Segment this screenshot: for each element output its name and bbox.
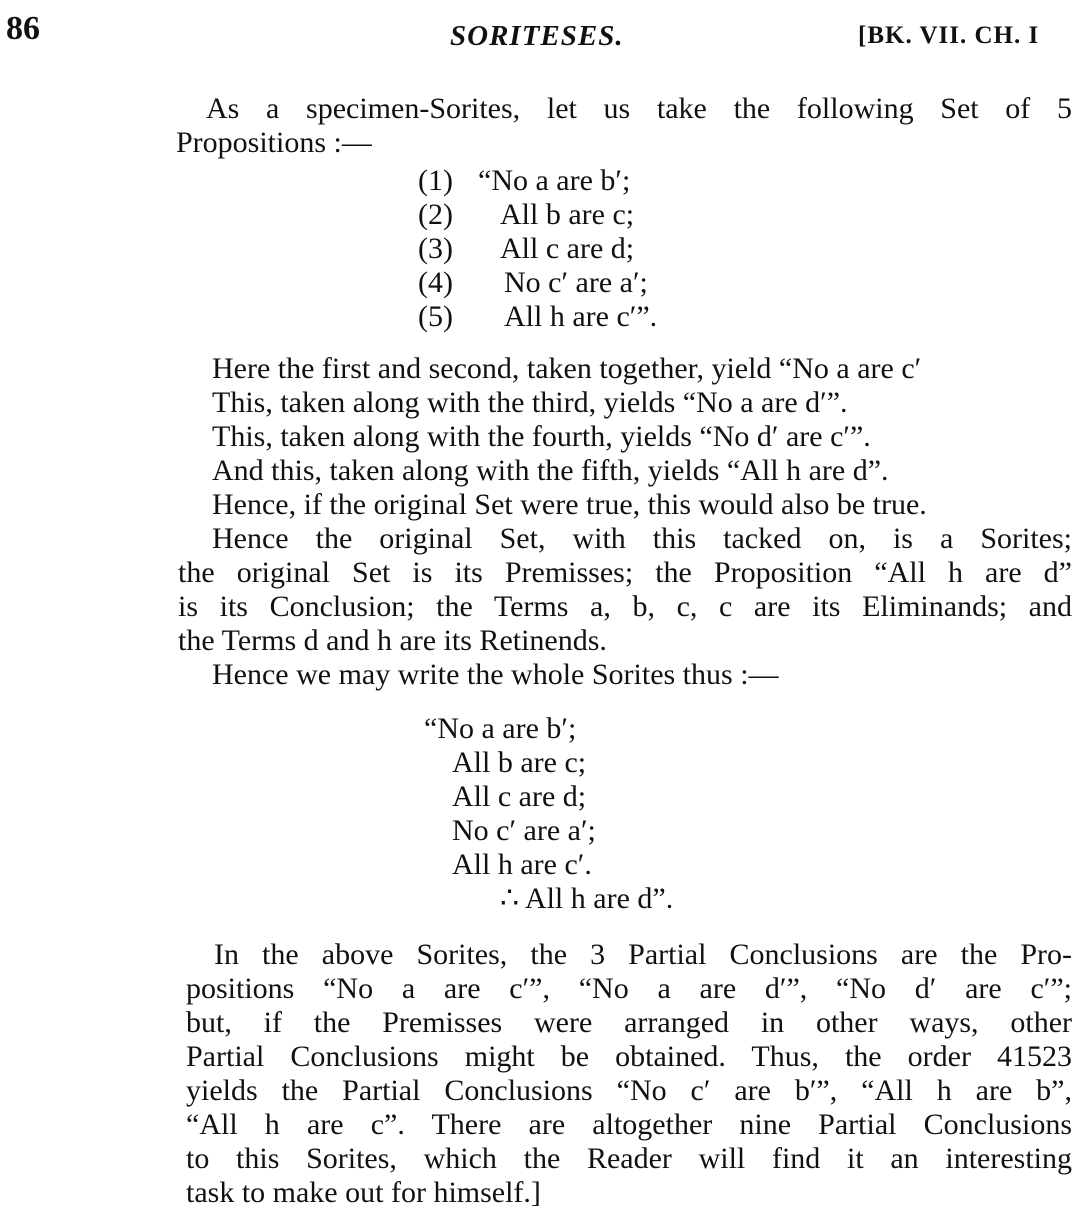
proposition-text: All c are d;	[500, 232, 635, 265]
section-reference: [BK. VII. CH. I	[858, 22, 1040, 49]
proposition-text: All h are c′”.	[504, 300, 658, 333]
proposition-number: (4)	[418, 266, 453, 299]
definition-line: the Terms d and h are its Retinends.	[178, 624, 607, 657]
proposition-text: No c′ are a′;	[504, 266, 648, 299]
whole-sorites-intro: Hence we may write the whole Sorites thus :—	[212, 658, 779, 691]
proposition-number: (5)	[418, 300, 453, 333]
running-title: SORITESES.	[450, 20, 624, 52]
sorites-conclusion: ∴ All h are d”.	[500, 882, 674, 915]
intro-line-2: Propositions :—	[176, 126, 372, 159]
closing-line: Partial Conclusions might be obtained. Thus, the order 41523	[186, 1040, 1072, 1073]
reasoning-line: And this, taken along with the fifth, yields “All h are d”.	[212, 454, 889, 487]
closing-line: yields the Partial Conclusions “No c′ are b′”, “All h are b”,	[186, 1074, 1072, 1107]
page-number: 86	[6, 10, 40, 47]
sorites-line: All b are c;	[452, 746, 587, 779]
closing-line: task to make out for himself.]	[186, 1176, 541, 1209]
definition-line: Hence the original Set, with this tacked on, is a Sorites;	[212, 522, 1072, 555]
intro-line-1: As a specimen-Sorites, let us take the following Set of 5	[206, 92, 1072, 125]
proposition-text: “No a are b′;	[478, 164, 631, 197]
closing-line: but, if the Premisses were arranged in other ways, other	[186, 1006, 1072, 1039]
sorites-line: All h are c′.	[452, 848, 592, 881]
sorites-line: “No a are b′;	[424, 712, 577, 745]
closing-line: In the above Sorites, the 3 Partial Conclusions are the Pro-	[214, 938, 1072, 971]
proposition-text: All b are c;	[500, 198, 635, 231]
closing-line: positions “No a are c′”, “No a are d′”, “No d′ are c′”;	[186, 972, 1072, 1005]
definition-line: is its Conclusion; the Terms a, b, c, c are its Eliminands; and	[178, 590, 1072, 623]
page-header	[0, 8, 1078, 52]
definition-line: the original Set is its Premisses; the Proposition “All h are d”	[178, 556, 1072, 589]
closing-line: to this Sorites, which the Reader will find it an interesting	[186, 1142, 1072, 1175]
proposition-number: (2)	[418, 198, 453, 231]
reasoning-line: Here the first and second, taken together, yield “No a are c′	[212, 352, 922, 385]
sorites-line: No c′ are a′;	[452, 814, 596, 847]
proposition-number: (1)	[418, 164, 453, 197]
closing-line: “All h are c”. There are altogether nine Partial Conclusions	[186, 1108, 1072, 1141]
sorites-line: All c are d;	[452, 780, 587, 813]
proposition-number: (3)	[418, 232, 453, 265]
reasoning-line: This, taken along with the third, yields “No a are d′”.	[212, 386, 848, 419]
reasoning-line: This, taken along with the fourth, yields “No d′ are c′”.	[212, 420, 871, 453]
reasoning-line: Hence, if the original Set were true, this would also be true.	[212, 488, 927, 521]
